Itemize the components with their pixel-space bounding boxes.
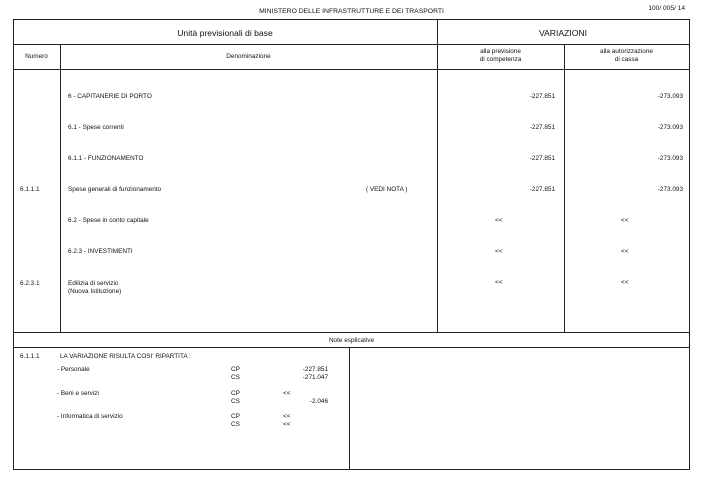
row-competenza: << <box>495 279 503 286</box>
row-denominazione: Spese generali di funzionamento <box>68 186 162 193</box>
row-denominazione: Edilizia di servizio <box>68 280 119 287</box>
row-cassa: -273.093 <box>657 155 683 162</box>
notes-cs-label: CS <box>231 421 240 428</box>
notes-numero: 6.1.1.1 <box>20 353 40 360</box>
variazioni-title: VARIAZIONI <box>538 28 588 38</box>
row-competenza: << <box>495 217 503 224</box>
col-competenza-header <box>437 48 564 64</box>
notes-cs-label: CS <box>231 374 240 381</box>
notes-cp-label: CP <box>231 413 240 420</box>
col-competenza-line1: alla previsione <box>480 48 521 55</box>
row-numero: 6.1.1.1 <box>20 186 40 193</box>
row-competenza: << <box>495 248 503 255</box>
row-competenza: -227.851 <box>529 155 555 162</box>
row-note-ref: ( VEDI NOTA ) <box>366 186 408 193</box>
notes-cs-value: -271.047 <box>302 374 328 381</box>
row-cassa: << <box>621 279 629 286</box>
col-competenza-line2: di competenza <box>479 56 522 63</box>
col-denominazione-header: Denominazione <box>226 53 271 60</box>
row-competenza: -227.851 <box>529 124 555 131</box>
notes-cs-value: << <box>283 421 291 428</box>
notes-cp-value: -227.851 <box>302 366 328 373</box>
row-denominazione: 6.2.3 - INVESTIMENTI <box>68 248 133 255</box>
document-code: 100/ 005/ 14 <box>648 5 685 12</box>
notes-cp-label: CP <box>231 366 240 373</box>
row-cassa: -273.093 <box>657 124 683 131</box>
row-denominazione: 6.2 - Spese in conto capitale <box>68 217 149 224</box>
upb-title: Unità previsionali di base <box>177 28 273 38</box>
col-cassa-header <box>564 48 689 64</box>
row-denominazione: 6 - CAPITANERIE DI PORTO <box>68 93 152 100</box>
row-cassa: << <box>621 217 629 224</box>
notes-cp-label: CP <box>231 390 240 397</box>
col-numero-header: Numero <box>25 53 48 60</box>
row-denominazione: 6.1 - Spese correnti <box>68 124 124 131</box>
row-denominazione: 6.1.1 - FUNZIONAMENTO <box>68 155 144 162</box>
notes-heading: LA VARIAZIONE RISULTA COSI' RIPARTITA : <box>60 353 191 360</box>
notes-title: Note esplicative <box>328 337 375 344</box>
col-cassa-line1: alla autorizzazione <box>600 48 653 55</box>
row-cassa: << <box>621 248 629 255</box>
col-cassa-line2: di cassa <box>614 56 639 63</box>
notes-cp-value: << <box>283 413 291 420</box>
notes-cs-label: CS <box>231 398 240 405</box>
notes-item-label: - Personale <box>57 366 90 373</box>
row-competenza: -227.851 <box>529 186 555 193</box>
notes-item-label: - Beni e servizi <box>57 390 99 397</box>
row-denominazione-sub: (Nuova Istituzione) <box>68 288 122 295</box>
row-cassa: -273.093 <box>657 186 683 193</box>
ministry-title: MINISTERO DELLE INFRASTRUTTURE E DEI TRASPORTI <box>259 8 444 15</box>
row-cassa: -273.093 <box>657 93 683 100</box>
row-numero: 6.2.3.1 <box>20 280 40 287</box>
notes-cp-value: << <box>283 390 291 397</box>
row-competenza: -227.851 <box>529 93 555 100</box>
notes-cs-value: -2.046 <box>309 398 328 405</box>
notes-item-label: - Informatica di servizio <box>57 413 123 420</box>
